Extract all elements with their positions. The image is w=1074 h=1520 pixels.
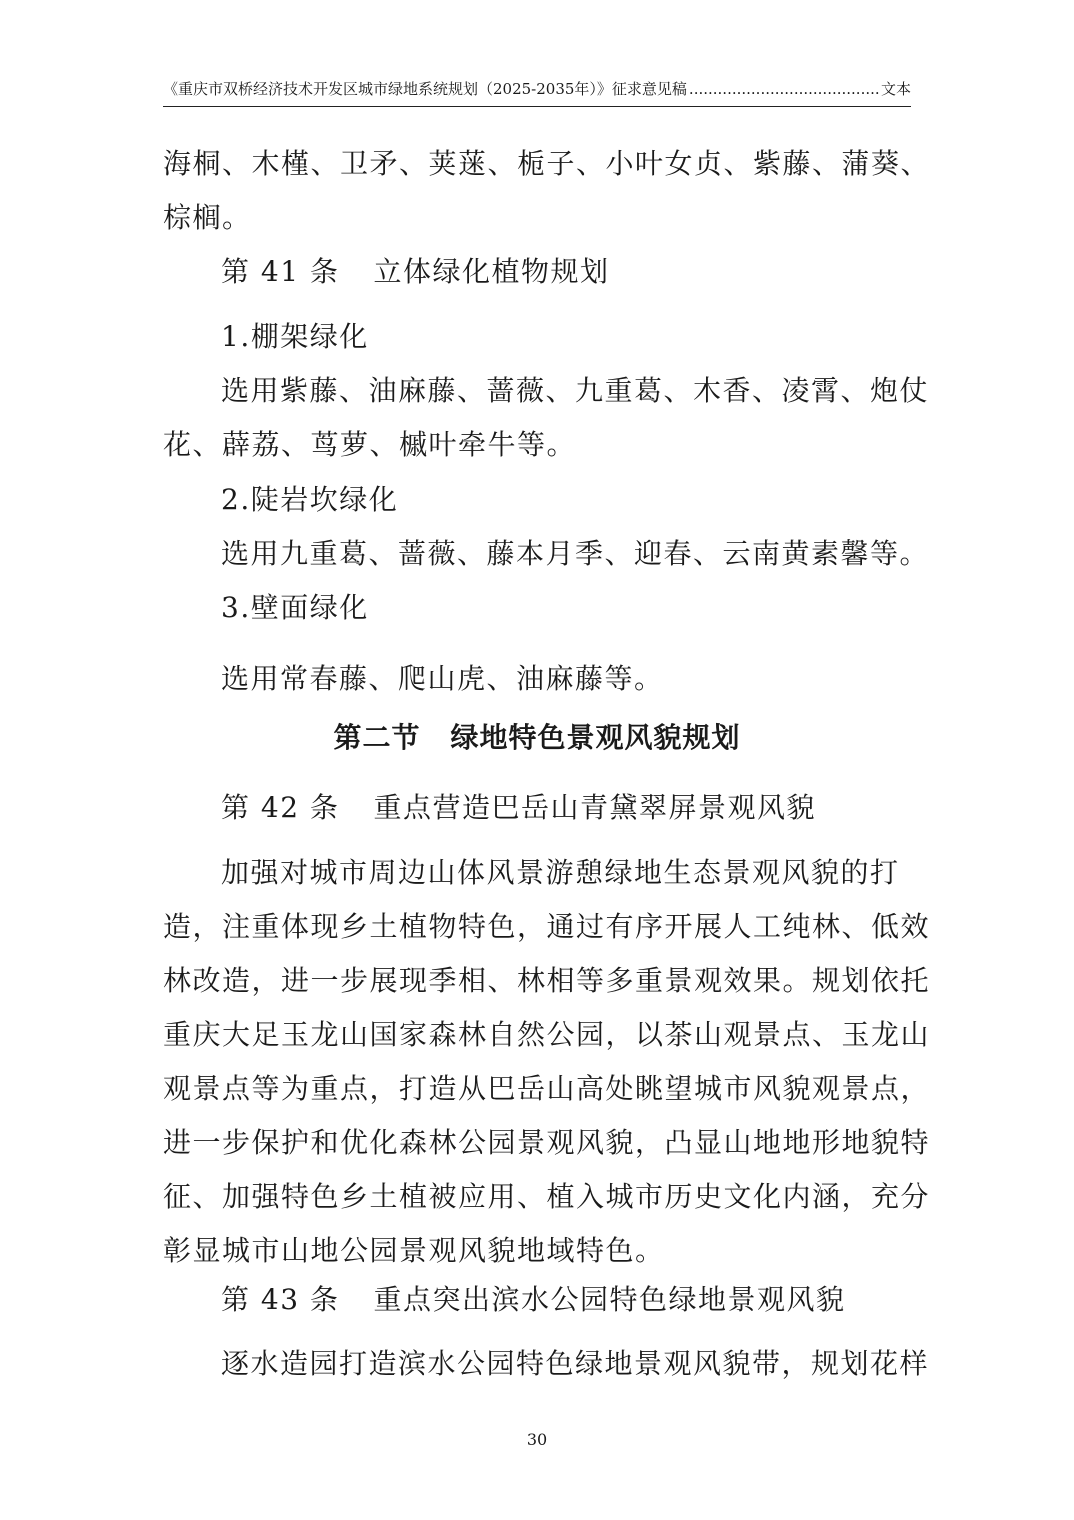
article-41-heading [221,245,911,299]
paragraph-line: 造，注重体现乡土植物特色，通过有序开展人工纯林、低效 [163,910,931,943]
section-number: 第二节 [333,721,421,754]
document-type-label: 文本 [880,80,911,98]
paragraph-line: 海桐、木槿、卫矛、荚蒾、栀子、小叶女贞、紫藤、蒲葵、 [163,147,931,180]
subsection-heading: 1.棚架绿化 [221,320,369,353]
document-title: 《重庆市双桥经济技术开发区城市绿地系统规划（2025-2035年）》征求意见稿 [163,80,687,98]
section-title: 绿地特色景观风貌规划 [450,721,741,754]
paragraph-line: 观景点等为重点，打造从巴岳山高处眺望城市风貌观景点， [163,1072,931,1105]
paragraph-line: 进一步保护和优化森林公园景观风貌，凸显山地地形地貌特 [163,1126,931,1159]
running-header [163,76,911,102]
article-42-heading [221,781,911,835]
paragraph-line: 征、加强特色乡土植被应用、植入城市历史文化内涵，充分 [163,1180,931,1213]
paragraph-line: 林改造，进一步展现季相、林相等多重景观效果。规划依托 [163,964,931,997]
paragraph-line: 花、薜荔、茑萝、槭叶牵牛等。 [163,428,577,461]
subsection-heading: 2.陡岩坎绿化 [221,483,399,516]
article-number: 第 42 条 [221,791,340,824]
article-title: 重点突出滨水公园特色绿地景观风貌 [373,1283,846,1316]
paragraph-line: 棕榈。 [163,201,252,234]
page-number: 30 [526,1430,548,1449]
article-number: 第 41 条 [221,255,340,288]
paragraph-line: 选用九重葛、蔷薇、藤本月季、迎春、云南黄素馨等。 [221,537,930,570]
header-rule [163,106,911,107]
section-heading [163,711,911,765]
article-title: 重点营造巴岳山青黛翠屏景观风貌 [373,791,816,824]
leader-dots [689,76,879,102]
paragraph-line: 选用紫藤、油麻藤、蔷薇、九重葛、木香、凌霄、炮仗 [221,374,930,407]
subsection-heading: 3.壁面绿化 [221,591,369,624]
paragraph-line: 加强对城市周边山体风景游憩绿地生态景观风貌的打 [221,856,900,889]
article-43-heading [221,1273,911,1327]
paragraph-line: 逐水造园打造滨水公园特色绿地景观风貌带，规划花样 [221,1347,930,1380]
paragraph-line: 重庆大足玉龙山国家森林自然公园，以茶山观景点、玉龙山 [163,1018,931,1051]
article-title: 立体绿化植物规划 [373,255,610,288]
paragraph-line: 彰显城市山地公园景观风貌地域特色。 [163,1234,665,1267]
article-number: 第 43 条 [221,1283,340,1316]
paragraph-line: 选用常春藤、爬山虎、油麻藤等。 [221,662,664,695]
